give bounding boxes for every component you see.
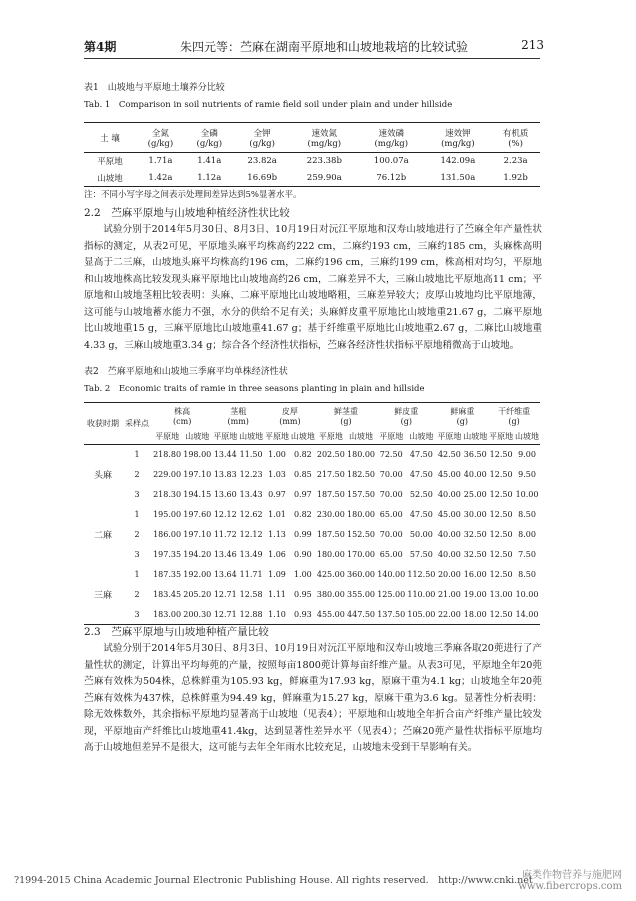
table2-cell: 180.00 [316, 550, 345, 559]
table1 [84, 122, 540, 187]
table2-cell: 13.60 [213, 490, 237, 499]
table-row [84, 525, 540, 545]
table2-cell: 0.97 [293, 490, 312, 499]
table2-cell: 47.50 [409, 470, 433, 479]
table2-cell: 194.20 [183, 550, 212, 559]
table2-cell: 57.50 [409, 550, 433, 559]
table2-cell: 0.97 [268, 490, 286, 499]
table2-cell: 16.00 [463, 570, 487, 579]
table-row [84, 545, 540, 565]
table2-cell: 110.00 [407, 590, 436, 599]
table2-cell: 447.50 [347, 609, 376, 619]
table2-cell: 22.00 [437, 609, 461, 619]
table2-subheader: 平原地 [155, 431, 180, 441]
table2-cell: 14.00 [515, 609, 539, 619]
table-row [84, 585, 540, 605]
table2-cell: 12.50 [489, 490, 513, 499]
table2-cell: 157.50 [347, 490, 376, 499]
table2-cell: 12.50 [489, 470, 513, 479]
table2-cell: 3 [134, 609, 140, 619]
table2-cell: 205.20 [183, 590, 212, 599]
table2-subheader: 平原地 [379, 431, 404, 441]
table2-cell: 217.50 [316, 470, 345, 479]
table2-cell: 0.85 [293, 470, 312, 479]
table2-cell: 202.50 [316, 450, 345, 460]
table1-header: 全氮 (g/kg) [147, 128, 174, 149]
table2-cell: 192.00 [183, 570, 212, 579]
page-number: 213 [521, 38, 544, 52]
table2-cell: 42.50 [437, 450, 461, 460]
table2-cell: 1.09 [268, 570, 286, 579]
table2-cell: 8.00 [518, 530, 536, 539]
table2-cell: 140.00 [377, 570, 406, 579]
table2-cell: 183.45 [153, 590, 182, 599]
table1-header: 速效氮 (mg/kg) [307, 128, 342, 149]
table1-header: 有机质 (%) [502, 128, 529, 149]
table2-cell: 12.50 [489, 450, 513, 460]
table2-cell: 1.13 [268, 530, 286, 539]
table2-cell: 11.72 [213, 530, 237, 539]
table2-trait-header: 干纤维重 (g) [498, 406, 531, 426]
table2-cell: 0.82 [293, 510, 312, 519]
table2-trait-header: 皮厚 (mm) [279, 406, 301, 426]
table2-cell: 12.12 [213, 510, 237, 519]
table2-cell: 197.10 [183, 530, 212, 539]
issue-number: 第4期 [84, 40, 117, 54]
table2-trait-header: 茎粗 (mm) [227, 406, 249, 426]
table2-cell: 11.71 [239, 570, 263, 579]
table2-cell: 40.00 [437, 530, 461, 539]
table2-cell: 45.00 [437, 510, 461, 519]
table2-cell: 12.71 [213, 590, 237, 599]
table2-cell: 40.00 [437, 550, 461, 559]
table2-cell: 21.00 [437, 590, 461, 599]
table2-cell: 12.50 [489, 510, 513, 519]
table2-cell: 200.30 [183, 609, 212, 619]
table2-subheader: 山坡地 [290, 431, 315, 441]
table2-season: 三麻 [93, 590, 112, 601]
table2-cell: 229.00 [153, 470, 182, 479]
table2-cell: 8.50 [518, 570, 536, 579]
table2-cell: 198.00 [183, 450, 212, 460]
table1-header: 速效钾 (mg/kg) [441, 128, 475, 149]
table-row [84, 605, 540, 625]
table2-cell: 12.71 [213, 609, 237, 619]
table2-cell: 65.00 [379, 510, 403, 519]
table2-cell: 25.00 [463, 490, 487, 499]
copyright-footer: ?1994-2015 China Academic Journal Electronic Publishing House. All rights reserved. http://www.cnki.net [14, 875, 533, 886]
table2-cell: 137.50 [377, 609, 406, 619]
table2-subheader: 山坡地 [239, 431, 264, 441]
table2-cell: 182.50 [347, 470, 376, 479]
table2-cell: 2 [134, 530, 140, 539]
table2-subheader: 山坡地 [463, 431, 488, 441]
table2-subheader: 平原地 [213, 431, 238, 441]
table2-cell: 13.46 [213, 550, 237, 559]
table-row: 平原地 1.71a 1.41a 23.82a 223.38b 100.07a 142.09a 2.23a [97, 156, 528, 168]
table2-cell: 11.50 [239, 450, 263, 460]
table2-cell: 52.50 [409, 490, 433, 499]
table2-cell: 12.50 [489, 530, 513, 539]
table2-cell: 45.00 [437, 470, 461, 479]
table2-trait-header: 鲜皮重 (g) [394, 406, 419, 426]
table2-subheader: 平原地 [437, 431, 462, 441]
table2-cell: 9.00 [518, 450, 536, 460]
table1-caption-en: Tab. 1 Comparison in soil nutrients of ramie field soil under plain and under hillside [84, 100, 453, 110]
table2-cell: 425.00 [316, 570, 345, 579]
table2-cell: 218.30 [153, 490, 182, 499]
table2-subheader: 山坡地 [515, 431, 540, 441]
table2-cell: 180.00 [347, 450, 376, 460]
table2-cell: 13.00 [489, 590, 513, 599]
table1-header: 全磷 (g/kg) [196, 128, 223, 149]
table2-cell: 13.44 [213, 450, 237, 460]
table2-cell: 0.90 [293, 550, 312, 559]
table2-subheader: 山坡地 [349, 431, 374, 441]
table2-cell: 197.60 [183, 510, 212, 519]
table2-cell: 186.00 [153, 530, 182, 539]
table2-caption-cn: 表2 苎麻平原地和山坡地三季麻平均单株经济性状 [84, 367, 288, 377]
table-row [84, 465, 540, 485]
table2-cell: 380.00 [316, 590, 345, 599]
table2-cell: 70.00 [379, 490, 403, 499]
table2-subheader: 平原地 [318, 431, 343, 441]
section-2-3-heading: 2.3 苎麻平原地与山坡地种植产量比较 [84, 626, 269, 638]
table1-caption-cn: 表1 山坡地与平原地土壤养分比较 [84, 83, 225, 93]
table2-trait-header: 鲜茎重 (g) [333, 406, 358, 426]
table2-cell: 183.00 [153, 609, 182, 619]
table2-cell: 1.06 [268, 550, 286, 559]
table2-header-point: 采样点 [125, 419, 149, 428]
table2-season: 头麻 [93, 471, 112, 482]
table2-subheader: 平原地 [489, 431, 514, 441]
table2-cell: 1.00 [293, 570, 312, 579]
table2-cell: 12.88 [239, 609, 263, 619]
table2-cell: 7.50 [518, 550, 536, 559]
table2-season: 二麻 [93, 531, 112, 541]
table2-cell: 0.95 [293, 590, 312, 599]
table2-cell: 10.00 [515, 590, 539, 599]
table2-cell: 50.00 [409, 530, 433, 539]
table2-cell: 218.80 [153, 450, 182, 460]
section-2-2-text: 试验分别于2014年5月30日、8月3日、10月19日对沅江平原地和汉寿山坡地进行了苎麻全年产量性状指标的测定，从表2可见，平原地头麻平均株高约222 cm，二麻约193 cm，三麻约185 cm，头麻株高明显高于二三麻，山坡地头麻平均株高约196 cm，二麻约196 cm，三麻约199 cm，株高相对均匀，平原地和山坡地株高比较发现头麻平原地比山坡地高约26 cm，二麻差异不大，三麻山坡地比平原地高11 cm；平原地和山坡地茎粗比较表明：头麻、二麻平原地比山坡地略粗，三麻差异较大；皮厚山坡地均比平原地薄，这可能与山坡地蓄水能力不强，水分的供给不足有关；头麻鲜皮重平原地比山坡地重21.67 g，二麻平原地比山坡地重15 g，三麻平原地比山坡地重41.67 g；基于纤维重平原地比山坡地重2.67 g，二麻比山坡地重4.33 g，三麻山坡地重3.34 g；综合各个经济性状指标，苎麻各经济性状指标平原地稍微高于山坡地。 [84, 224, 542, 351]
table2-cell: 2 [134, 590, 140, 599]
table2-cell: 3 [134, 490, 140, 499]
running-title: 朱四元等：苎麻在湖南平原地和山坡地栽培的比较试验 [180, 40, 469, 54]
table2-cell: 72.50 [379, 450, 403, 460]
table2-cell: 230.00 [316, 510, 345, 519]
table2-cell: 1.01 [268, 510, 286, 519]
table1-header: 全钾 (g/kg) [249, 128, 275, 149]
table2-cell: 187.50 [316, 530, 345, 539]
table2-caption-en: Tab. 2 Economic traits of ramie in three seasons planting in plain and hillside [84, 384, 425, 394]
table2-cell: 197.35 [153, 550, 182, 559]
table2-cell: 9.50 [518, 470, 536, 479]
table2-cell: 152.50 [347, 530, 376, 539]
table2-cell: 3 [134, 550, 140, 559]
table-row [84, 445, 540, 465]
table2-cell: 112.50 [407, 570, 436, 579]
table2-cell: 12.50 [489, 570, 513, 579]
table-row [84, 565, 540, 585]
table2-cell: 455.00 [316, 609, 345, 619]
table2-cell: 12.23 [239, 470, 263, 479]
table2-cell: 47.50 [409, 510, 433, 519]
table2-cell: 12.62 [239, 510, 263, 519]
table2-header-season: 收获时期 [87, 419, 119, 428]
table2-subheader: 平原地 [264, 431, 289, 441]
watermark: 麻类作物营养与施肥网 www.fibercrops.com [518, 870, 622, 892]
table2-cell: 0.93 [293, 609, 312, 619]
table2-cell: 40.00 [437, 490, 461, 499]
table2-subheader: 山坡地 [185, 431, 210, 441]
table2-cell: 197.10 [183, 470, 212, 479]
table2-cell: 70.00 [379, 530, 403, 539]
table2-cell: 187.50 [316, 490, 345, 499]
table2-cell: 355.00 [347, 590, 376, 599]
table2-cell: 105.00 [407, 609, 436, 619]
table2-cell: 18.00 [463, 609, 487, 619]
table2-cell: 2 [134, 470, 140, 479]
table2-cell: 32.50 [463, 550, 487, 559]
table2-cell: 1.10 [268, 609, 286, 619]
header-rule [84, 58, 540, 59]
section-2-2-heading: 2.2 苎麻平原地与山坡地种植经济性状比较 [84, 207, 290, 219]
table2-cell: 13.43 [239, 490, 263, 499]
table2-cell: 40.00 [463, 470, 487, 479]
table2-trait-header: 鲜麻重 (g) [450, 406, 475, 426]
table2-cell: 19.00 [463, 590, 487, 599]
table2-cell: 70.00 [379, 470, 403, 479]
table2-cell: 13.83 [213, 470, 237, 479]
table2-cell: 170.00 [347, 550, 376, 559]
table2-subheader: 山坡地 [409, 431, 434, 441]
table2-cell: 65.00 [379, 550, 403, 559]
table2-cell: 187.35 [153, 570, 182, 579]
table2-cell: 1.00 [268, 450, 286, 460]
table2-cell: 1.11 [268, 590, 286, 599]
table2-cell: 0.99 [293, 530, 312, 539]
table2-cell: 36.50 [463, 450, 487, 460]
table2-cell: 12.50 [489, 609, 513, 619]
table2-cell: 1 [134, 570, 140, 579]
table2-cell: 8.50 [518, 510, 536, 519]
table2 [84, 402, 540, 625]
table2-cell: 13.49 [239, 550, 263, 559]
table1-corner: 土 壤 [100, 133, 120, 144]
table2-cell: 195.00 [153, 510, 182, 519]
table1-header: 速效磷 (mg/kg) [374, 128, 409, 149]
table2-cell: 125.00 [377, 590, 406, 599]
table2-trait-header: 株高 (cm) [173, 406, 192, 426]
section-2-3-text: 试验分别于2014年5月30日、8月3日、10月19日对沅江平原地和汉寿山坡地三季麻各取20蔸进行了产量性状的测定，计算出平均每蔸的产量，按照每亩1800蔸计算每亩纤维产量。从表3可见，平原地全年20蔸苎麻有效株为504株，总株鲜重为105.93 kg，鲜麻重为17.93 kg，原麻干重为4.1 kg；山坡地全年20蔸苎麻有效株为437株，总株鲜重为94.49 kg，鲜麻重为15.27 kg，原麻干重为3.6 kg。显著性分析表明：除无效株数外，其余指标平原地均显著高于山坡地（见表4）；平原地和山坡地全年折合亩产纤维产量比较发现，平原地亩产纤维比山坡地重41.4kg，达到显著性差异水平（见表4）；苎麻20蔸产量性状指标平原地均高于山坡地但差异不是很大，这可能与去年全年雨水比较充足，山坡地未受到干旱影响有关。 [84, 643, 542, 753]
table2-cell: 10.00 [515, 490, 539, 499]
table2-cell: 1 [134, 510, 140, 519]
table-row: 山坡地 1.42a 1.12a 16.69b 259.90a 76.12b 131.50a 1.92b [84, 170, 540, 187]
table2-cell: 32.50 [463, 530, 487, 539]
table-row [84, 505, 540, 525]
table1-note: 注：不同小写字母之间表示处理间差异达到5%显著水平。 [84, 190, 302, 200]
table2-cell: 20.00 [437, 570, 461, 579]
table2-cell: 194.15 [183, 490, 212, 499]
table2-cell: 360.00 [347, 570, 376, 579]
table-row [84, 485, 540, 505]
table2-cell: 30.00 [463, 510, 487, 519]
table2-cell: 1.03 [268, 470, 286, 479]
table2-cell: 12.50 [489, 550, 513, 559]
table2-cell: 0.82 [293, 450, 312, 460]
table2-cell: 1 [134, 450, 140, 460]
table2-cell: 12.58 [239, 590, 263, 599]
table2-cell: 47.50 [409, 450, 433, 460]
table2-cell: 180.00 [347, 510, 376, 519]
table2-cell: 13.64 [213, 570, 237, 579]
table2-cell: 12.12 [239, 530, 263, 539]
